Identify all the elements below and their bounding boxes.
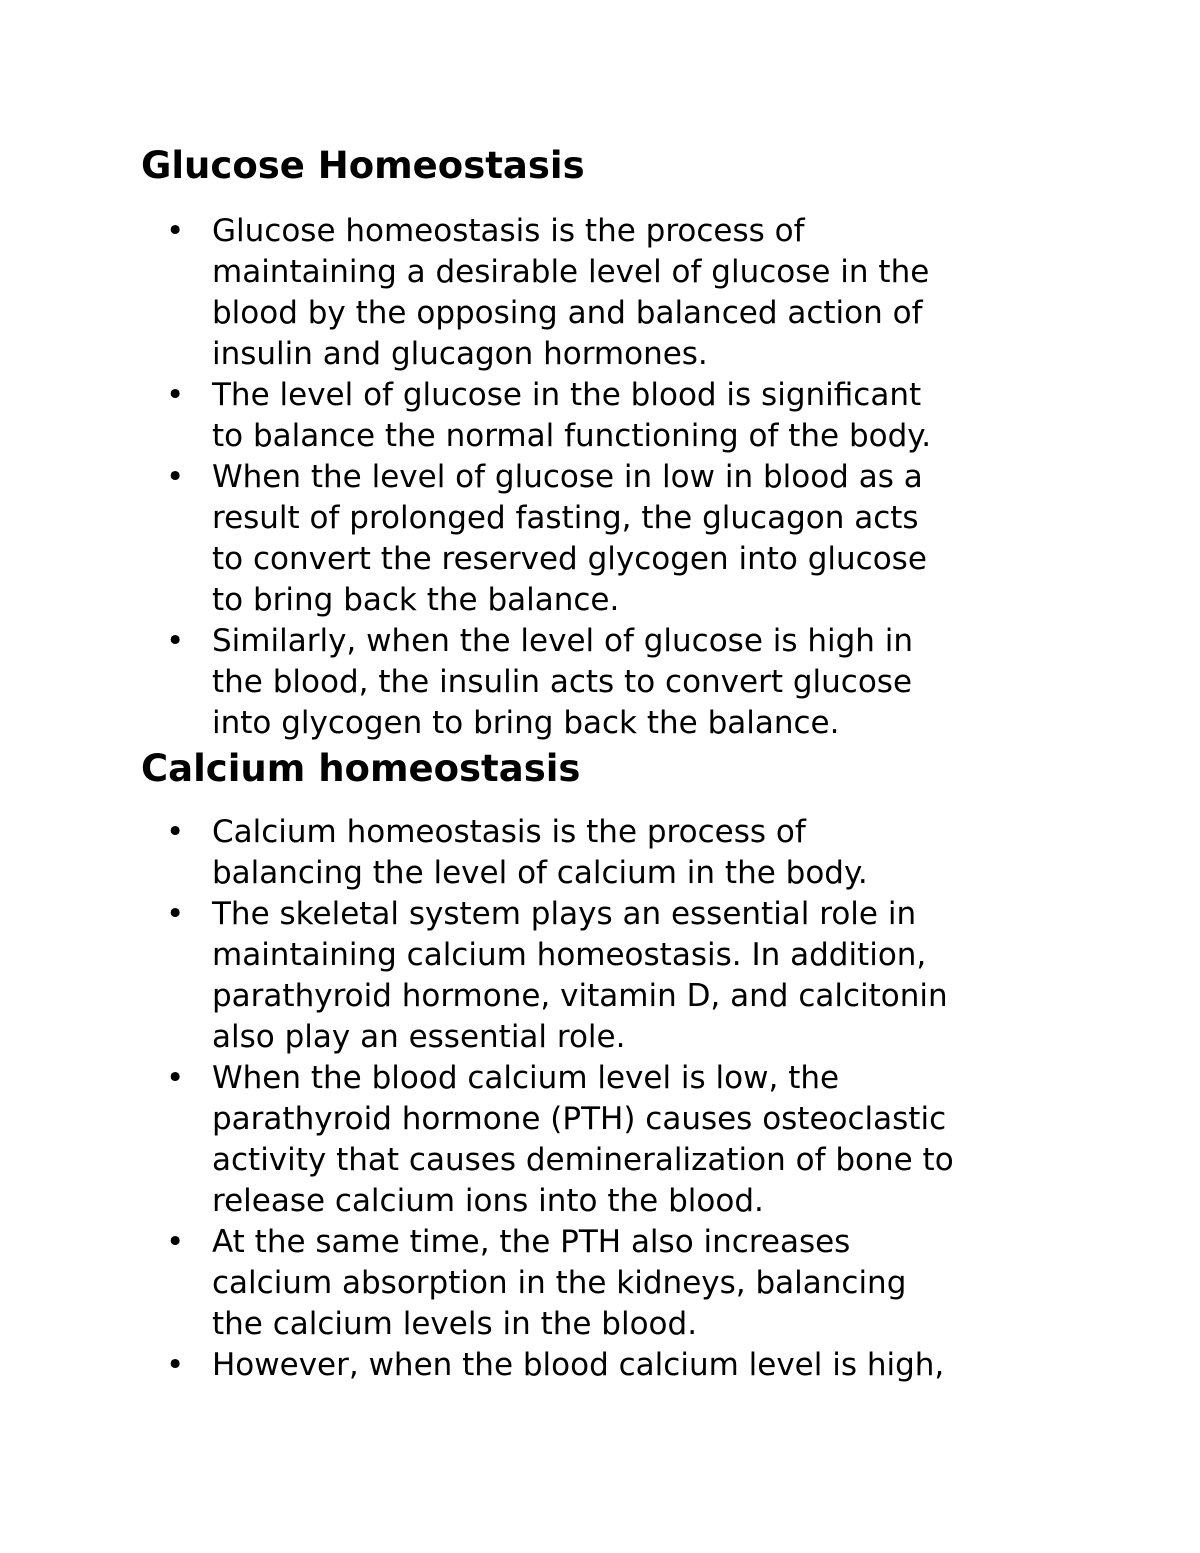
bullet-text: However, when the blood calcium level is high, bbox=[212, 1347, 945, 1383]
list-item bbox=[0, 211, 1200, 375]
bullet-text: When the level of glucose in low in blood as a result of prolonged fasting, the glucagon acts to convert the reserved glycogen into glucose to bring back the balance. bbox=[212, 459, 927, 618]
list-item bbox=[0, 894, 1200, 1058]
bullet-icon: • bbox=[166, 1060, 185, 1096]
list-item bbox=[0, 1345, 1200, 1386]
section-heading-calcium: Calcium homeostasis bbox=[141, 747, 581, 790]
list-item bbox=[0, 375, 1200, 457]
bullet-list-glucose bbox=[0, 211, 1200, 744]
list-item bbox=[0, 457, 1200, 621]
bullet-icon: • bbox=[166, 814, 185, 850]
bullet-icon: • bbox=[166, 896, 185, 932]
bullet-text: The level of glucose in the blood is significant to balance the normal functioning of the body. bbox=[212, 377, 932, 454]
bullet-icon: • bbox=[166, 1347, 185, 1383]
list-item bbox=[0, 812, 1200, 894]
bullet-icon: • bbox=[166, 459, 185, 495]
bullet-text: Calcium homeostasis is the process of balancing the level of calcium in the body. bbox=[212, 814, 868, 891]
list-item bbox=[0, 1058, 1200, 1222]
bullet-text: The skeletal system plays an essential role in maintaining calcium homeostasis. In addition, parathyroid hormone, vitamin D, and calcitonin also play an essential role. bbox=[212, 896, 948, 1055]
bullet-text: When the blood calcium level is low, the parathyroid hormone (PTH) causes osteoclastic activity that causes demineralization of bone to release calcium ions into the blood. bbox=[212, 1060, 954, 1219]
section-heading-glucose: Glucose Homeostasis bbox=[141, 144, 585, 187]
bullet-icon: • bbox=[166, 623, 185, 659]
list-item bbox=[0, 621, 1200, 744]
bullet-icon: • bbox=[166, 1224, 185, 1260]
bullet-text: Glucose homeostasis is the process of maintaining a desirable level of glucose in the blood by the opposing and balanced action of insulin and glucagon hormones. bbox=[212, 213, 930, 372]
bullet-text: Similarly, when the level of glucose is high in the blood, the insulin acts to convert glucose into glycogen to bring back the balance. bbox=[212, 623, 914, 741]
bullet-icon: • bbox=[166, 377, 185, 413]
list-item bbox=[0, 1222, 1200, 1345]
bullet-text: At the same time, the PTH also increases calcium absorption in the kidneys, balancing the calcium levels in the blood. bbox=[212, 1224, 907, 1342]
bullet-icon: • bbox=[166, 213, 185, 249]
bullet-list-calcium bbox=[0, 812, 1200, 1386]
